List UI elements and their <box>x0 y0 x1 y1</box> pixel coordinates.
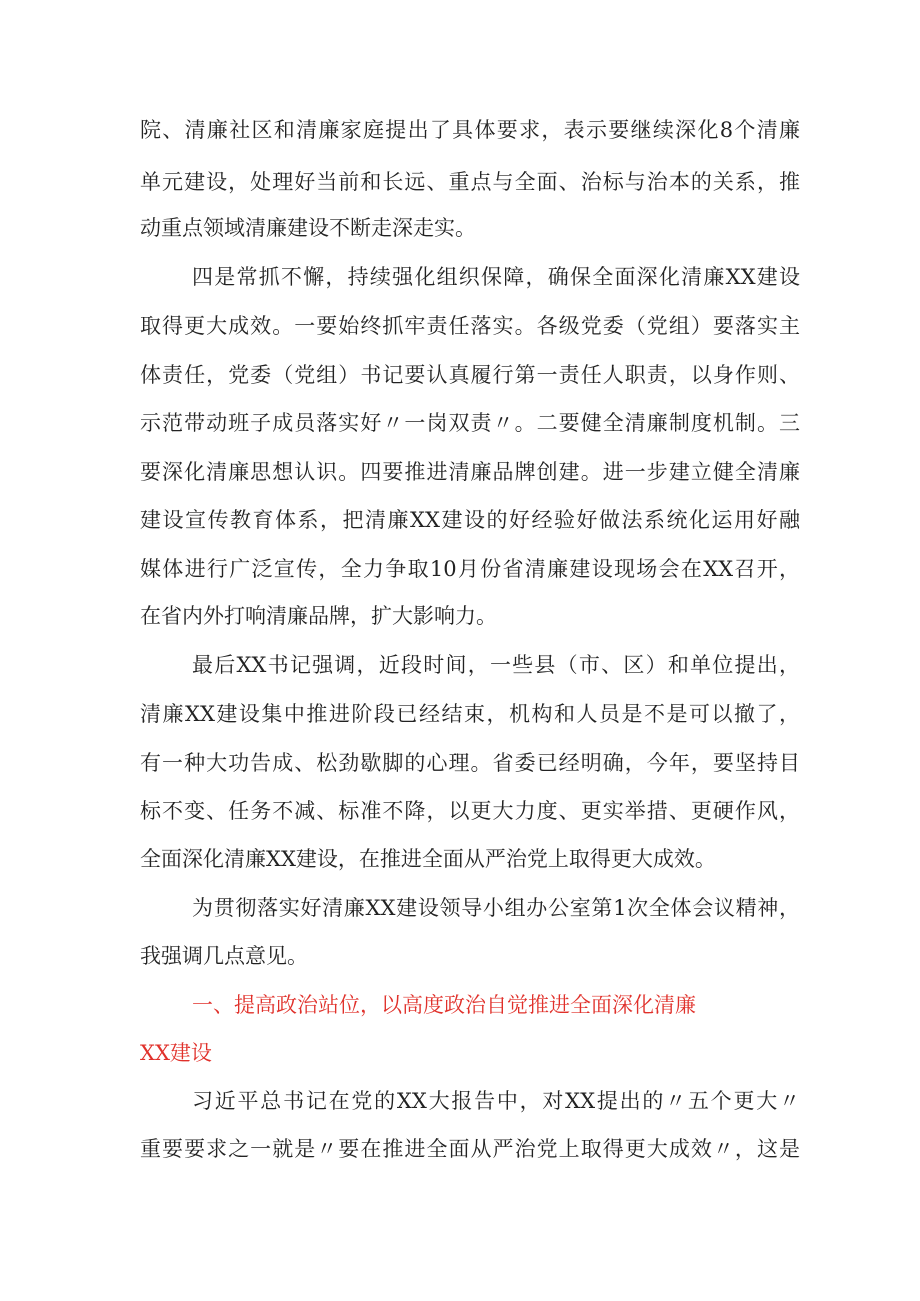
paragraph-4-line-1: 为贯彻落实好清廉XX建设领导小组办公室第1次全体会议精神， <box>192 896 800 920</box>
paragraph-1-line-1: 院、清廉社区和清廉家庭提出了具体要求，表示要继续深化8个清廉 <box>140 118 800 142</box>
paragraph-2-line-8: 在省内外打响清廉品牌，扩大影响力。 <box>140 604 497 628</box>
paragraph-3-line-5: 全面深化清廉XX建设，在推进全面从严治党上取得更大成效。 <box>140 847 716 871</box>
paragraph-4-line-2: 我强调几点意见。 <box>140 944 308 968</box>
paragraph-2-line-3: 体责任，党委（党组）书记要认真履行第一责任人职责，以身作则、 <box>140 363 800 387</box>
paragraph-3-line-1: 最后XX书记强调，近段时间，一些县（市、区）和单位提出， <box>192 653 800 677</box>
paragraph-5-line-2: 重要要求之一就是〃要在推进全面从严治党上取得更大成效〃，这是 <box>140 1137 800 1161</box>
paragraph-3-line-2: 清廉XX建设集中推进阶段已经结束，机构和人员是不是可以撤了， <box>140 702 800 726</box>
paragraph-2-line-4: 示范带动班子成员落实好〃一岗双责〃。二要健全清廉制度机制。三 <box>140 411 800 435</box>
paragraph-2-line-2: 取得更大成效。一要始终抓牢责任落实。各级党委（党组）要落实主 <box>140 314 800 338</box>
paragraph-2-line-1: 四是常抓不懈，持续强化组织保障，确保全面深化清廉XX建设 <box>192 265 800 289</box>
section-heading-line-2: XX建设 <box>140 1041 212 1065</box>
paragraph-2-line-6: 建设宣传教育体系，把清廉XX建设的好经验好做法系统化运用好融 <box>140 508 800 532</box>
paragraph-2-line-7: 媒体进行广泛宣传，全力争取10月份省清廉建设现场会在XX召开， <box>140 557 800 581</box>
paragraph-1-line-2: 单元建设，处理好当前和长远、重点与全面、治标与治本的关系，推 <box>140 170 800 194</box>
paragraph-3-line-3: 有一种大功告成、松劲歇脚的心理。省委已经明确，今年，要坚持目 <box>140 751 800 775</box>
paragraph-1-line-3: 动重点领域清廉建设不断走深走实。 <box>140 216 476 240</box>
paragraph-2-line-5: 要深化清廉思想认识。四要推进清廉品牌创建。进一步建立健全清廉 <box>140 460 800 484</box>
section-heading-line-1: 一、提高政治站位，以高度政治自觉推进全面深化清廉 <box>192 993 696 1017</box>
paragraph-3-line-4: 标不变、任务不减、标准不降，以更大力度、更实举措、更硬作风， <box>140 799 800 823</box>
paragraph-5-line-1: 习近平总书记在党的XX大报告中，对XX提出的〃五个更大〃 <box>192 1089 800 1113</box>
